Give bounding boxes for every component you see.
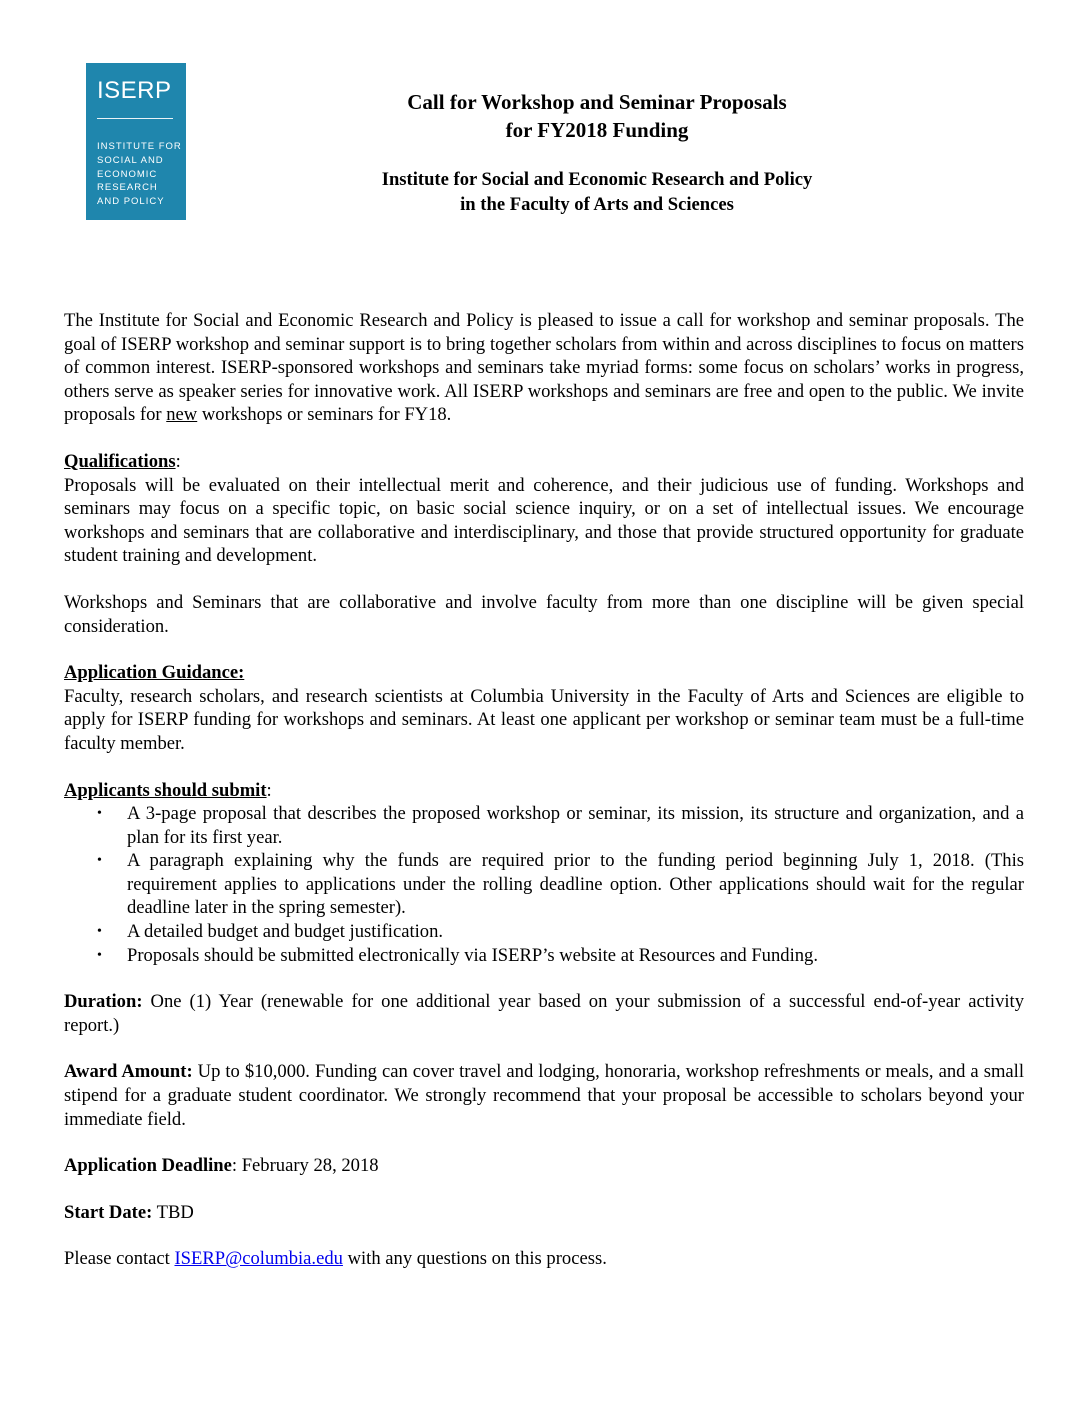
qualifications-note: Workshops and Seminars that are collaborative and involve faculty from more than one discipline will be given special consideration. bbox=[64, 591, 1024, 637]
bullet-icon: • bbox=[97, 947, 102, 963]
intro-text-end: workshops or seminars for FY18. bbox=[197, 404, 452, 426]
award-paragraph bbox=[64, 1060, 1024, 1131]
intro-text: The Institute for Social and Economic Research and Policy is pleased to issue a call for workshop and seminar proposals. The goal of ISERP workshop and seminar support is to bring together scholars from within and across disciplines to focus on matters of common interest. ISERP-sponsored workshops and seminars take myriad forms: some focus on scholars’ works in progress, others serve as speaker series for innovative work. All ISERP workshops and seminars are free and open to the public. We invite proposals for bbox=[64, 310, 1024, 426]
page-title-line2: for FY2018 Funding bbox=[505, 118, 689, 142]
submit-colon: : bbox=[266, 779, 272, 801]
submit-heading-text: Applicants should submit bbox=[64, 779, 267, 801]
start-date-label: Start Date: bbox=[64, 1201, 153, 1223]
page-subtitle-line1: Institute for Social and Economic Research and Policy bbox=[381, 169, 813, 190]
deadline-text: : February 28, 2018 bbox=[231, 1155, 379, 1177]
list-item bbox=[64, 849, 1024, 920]
intro-paragraph bbox=[64, 309, 1024, 427]
list-item bbox=[64, 802, 1024, 849]
list-item-text: A detailed budget and budget justification. bbox=[127, 921, 444, 943]
bullet-icon: • bbox=[97, 853, 102, 869]
contact-text: Please contact bbox=[64, 1248, 175, 1270]
guidance-heading: Application Guidance: bbox=[64, 662, 245, 684]
award-text: Up to $10,000. Funding can cover travel and lodging, honoraria, workshop refreshments or meals, and a small stipend for a graduate student coordinator. We strongly recommend that your proposal be accessible to scholars beyond your immediate field. bbox=[64, 1061, 1024, 1130]
list-item-text: Proposals should be submitted electronically via ISERP’s website at Resources and Funding. bbox=[127, 944, 818, 966]
duration-text: One (1) Year (renewable for one additional year based on your submission of a successful end-of-year activity report.) bbox=[64, 991, 1024, 1036]
bullet-icon: • bbox=[97, 924, 102, 940]
logo-wordmark: ISERP bbox=[97, 77, 172, 104]
iserp-logo bbox=[86, 63, 186, 220]
guidance-text: Faculty, research scholars, and research scientists at Columbia University in the Faculty of Arts and Sciences are eligible to apply for ISERP funding for workshops and seminars. At least one applicant per workshop or seminar team must be a full-time faculty member. bbox=[64, 685, 1024, 754]
submit-heading bbox=[64, 779, 1024, 803]
logo-divider bbox=[97, 118, 173, 119]
list-item bbox=[64, 920, 1024, 944]
start-date-text: TBD bbox=[152, 1201, 194, 1223]
deadline-paragraph bbox=[64, 1154, 1024, 1178]
contact-text-end: with any questions on this process. bbox=[342, 1248, 607, 1270]
logo-subtitle: INSTITUTE FOR SOCIAL AND ECONOMIC RESEARCH AND POLICY bbox=[97, 141, 182, 208]
qualifications-heading-text: Qualifications bbox=[64, 450, 176, 472]
contact-email-link[interactable]: ISERP@columbia.edu bbox=[174, 1248, 343, 1270]
page-subtitle-line2: in the Faculty of Arts and Sciences bbox=[460, 194, 734, 215]
contact-paragraph bbox=[64, 1247, 1024, 1271]
qualifications-text: Proposals will be evaluated on their intellectual merit and coherence, and their judicious use of funding. Workshops and seminars may focus on a specific topic, on basic social science inquiry, or on a set of intellectual issues. We encourage workshops and seminars that are collaborative and interdisciplinary, and those that provide structured opportunity for graduate student training and development. bbox=[64, 474, 1024, 567]
deadline-label: Application Deadline bbox=[64, 1155, 232, 1177]
duration-paragraph bbox=[64, 990, 1024, 1037]
page-title-line1: Call for Workshop and Seminar Proposals bbox=[407, 90, 787, 114]
duration-label: Duration: bbox=[64, 991, 143, 1013]
start-date-paragraph bbox=[64, 1201, 1024, 1225]
list-item-text: A paragraph explaining why the funds are required prior to the funding period beginning July 1, 2018. (This requirement applies to applications under the rolling deadline option. Other applications should wait for the regular deadline later in the spring semester). bbox=[127, 850, 1024, 919]
qualifications-heading bbox=[64, 450, 1024, 474]
intro-underlined-word: new bbox=[166, 404, 198, 426]
list-item bbox=[64, 944, 1024, 968]
document-body bbox=[64, 309, 1024, 1271]
award-label: Award Amount: bbox=[64, 1061, 193, 1083]
submit-list bbox=[64, 802, 1024, 967]
qualifications-colon: : bbox=[175, 450, 181, 472]
bullet-icon: • bbox=[97, 806, 102, 822]
list-item-text: A 3-page proposal that describes the proposed workshop or seminar, its mission, its structure and organization, and a plan for its first year. bbox=[127, 803, 1024, 848]
